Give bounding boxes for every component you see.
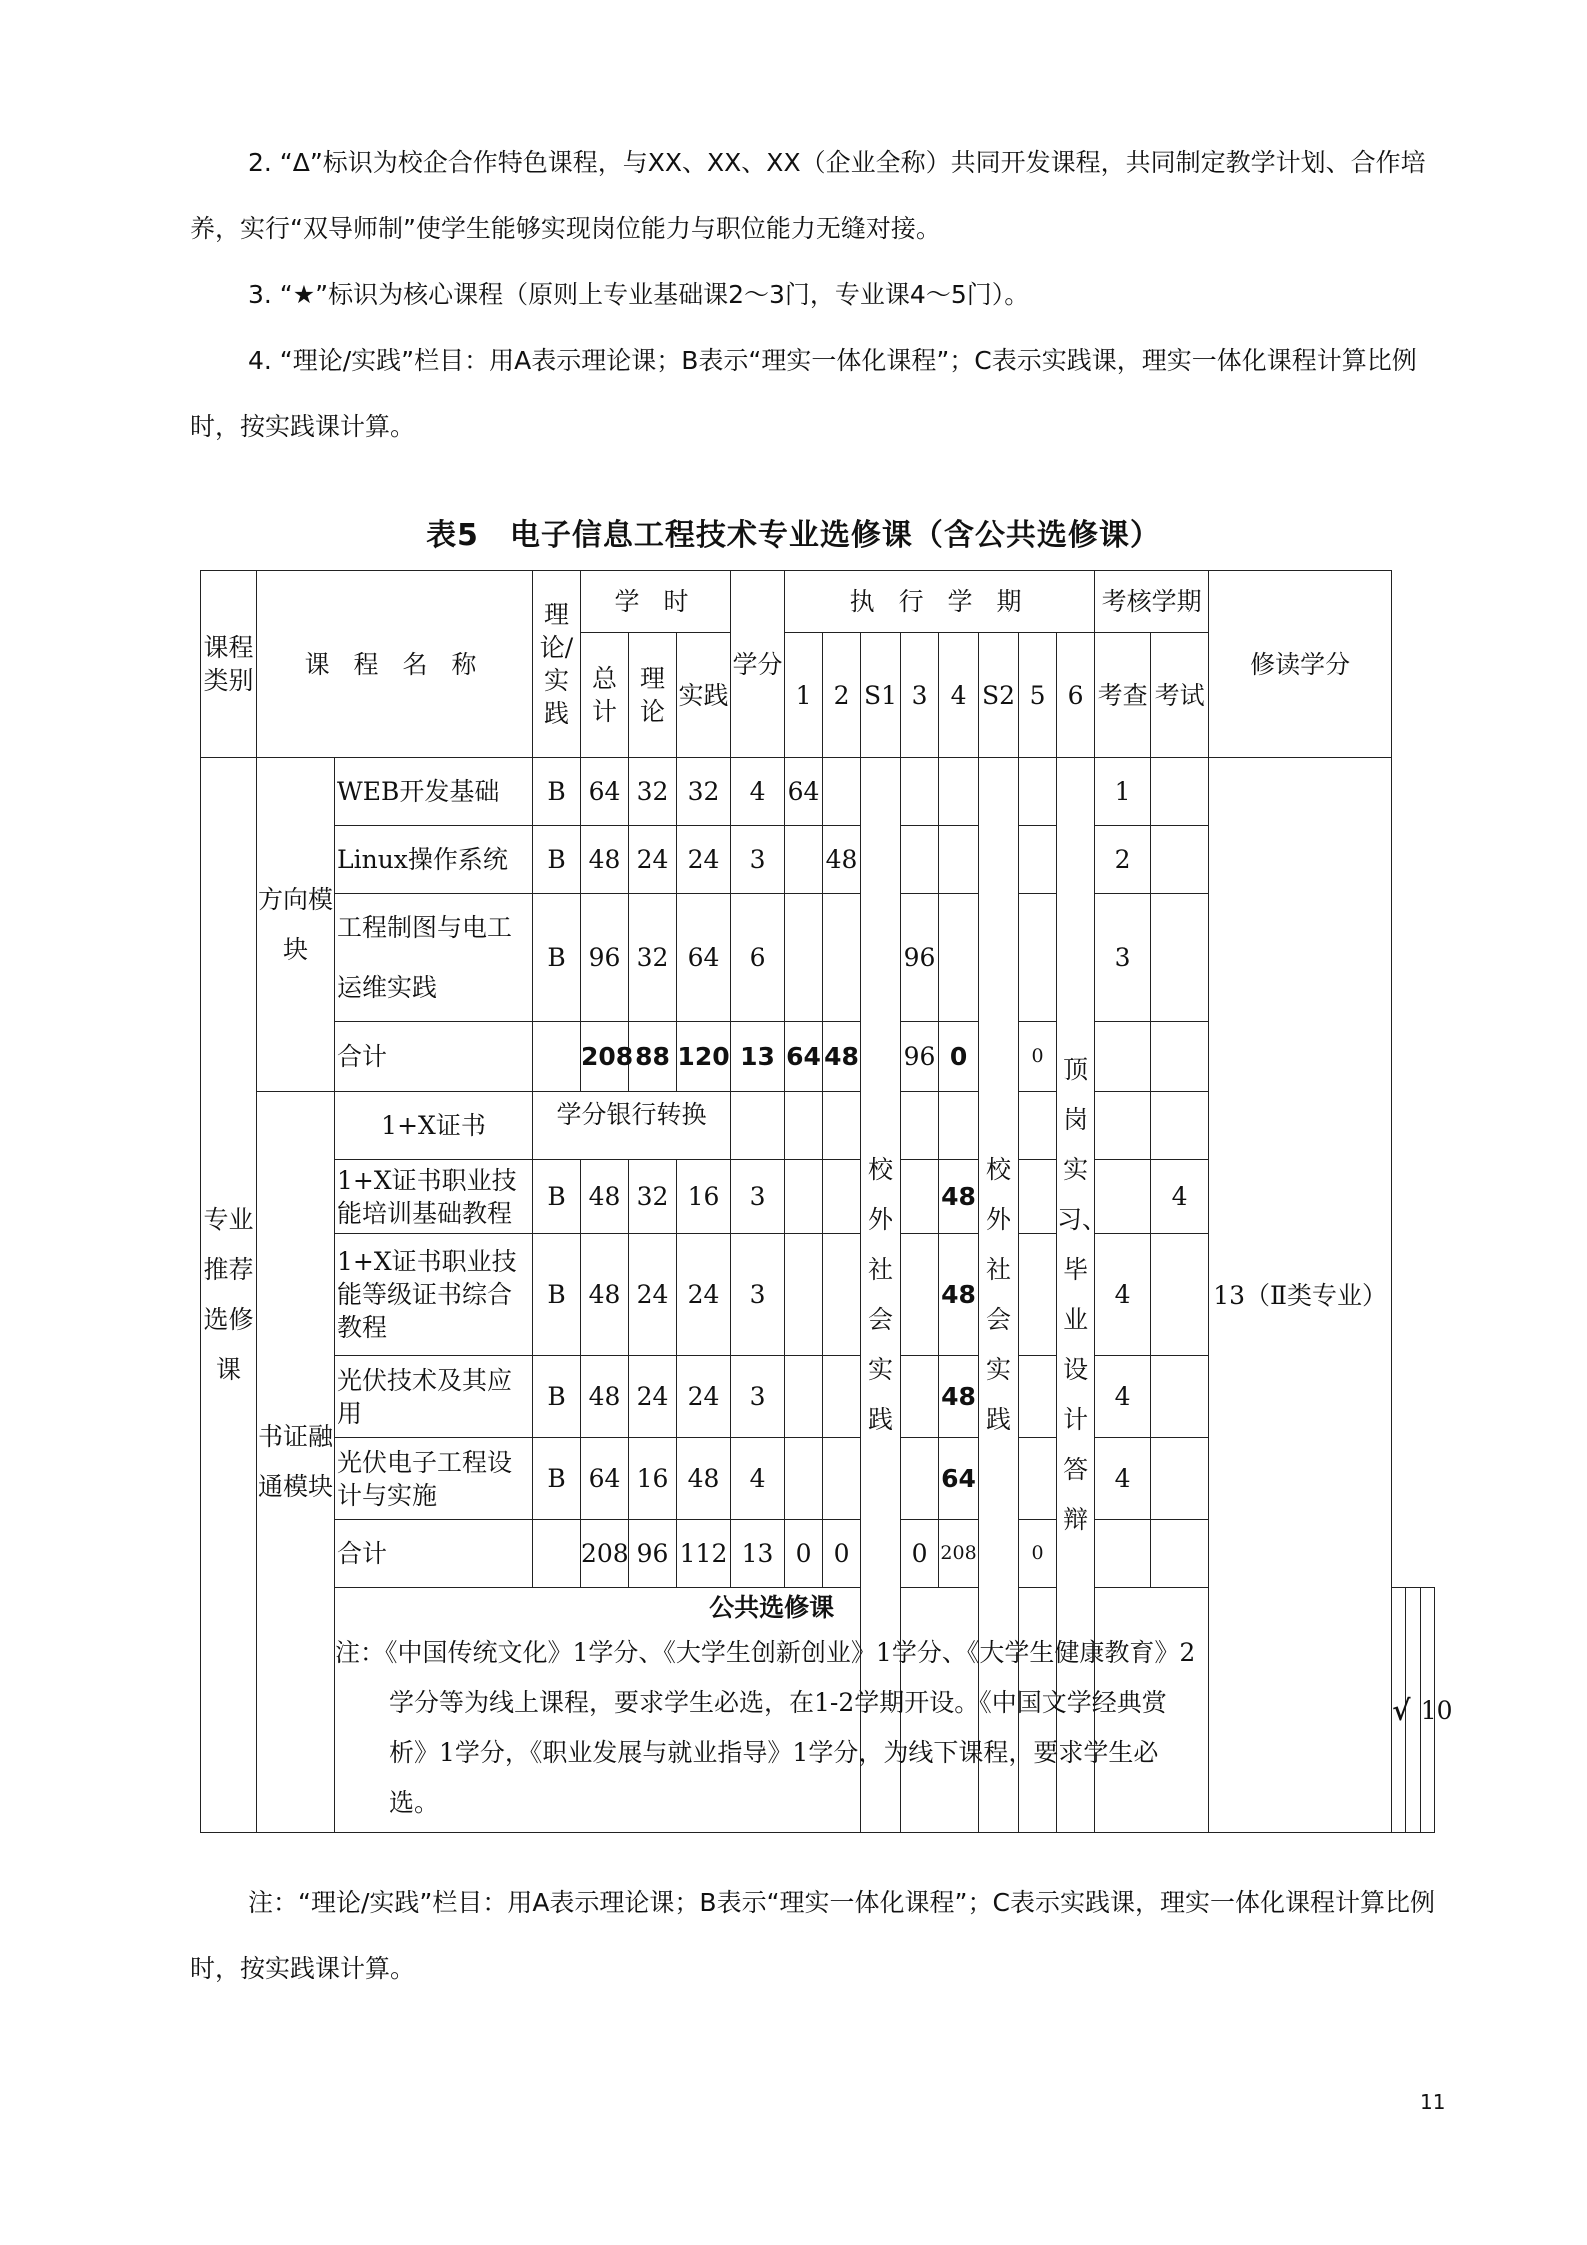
header-sem-4: 4 [939,633,979,758]
page-number: 11 [1420,2090,1446,2114]
check-semester: 4 [1095,1234,1151,1356]
outside-practice-s2: 校外社会实践 [979,758,1019,1833]
credit: 3 [731,1234,785,1356]
subtotal-sem-1: 0 [785,1520,823,1588]
check-semester: 4 [1095,1438,1151,1520]
sem-1-hours [785,1234,823,1356]
header-sem-s2: S2 [979,633,1019,758]
hours-total: 48 [581,1356,629,1438]
note-paragraph-4: 4. “理论/实践”栏目：用A表示理论课；B表示“理实一体化课程”；C表示实践课，理实一体化课程计算比例时，按实践课计算。 [190,346,1417,441]
sem-4-hours: 48 [939,1234,979,1356]
internship-cell: 顶岗实习、毕业设计答辩 [1057,758,1095,1833]
public-check-mark: √ [1392,1588,1406,1833]
subtotal-sem-1: 64 [785,1022,823,1092]
sem-5-hours [1019,758,1057,826]
sem-4-hours: 48 [939,1160,979,1234]
exam-semester [1151,894,1209,1022]
exam-semester [1151,1092,1209,1160]
check-semester [1095,1520,1151,1588]
header-assess: 考核学期 [1095,571,1209,633]
hours-theory: 32 [629,894,677,1022]
subtotal-hours-practice: 120 [677,1022,731,1092]
sem-2-hours [823,1234,861,1356]
sem-5-hours [1019,894,1057,1022]
course-type: B [533,1438,581,1520]
check-semester: 3 [1095,894,1151,1022]
sem-4-hours: 64 [939,1438,979,1520]
subtotal-sem-4: 208 [939,1520,979,1588]
note-paragraph-3: 3. “★”标识为核心课程（原则上专业基础课2～3门，专业课4～5门）。 [248,280,1030,309]
course-type [533,1022,581,1092]
hours-theory: 24 [629,1234,677,1356]
table-title: 表5 电子信息工程技术专业选修课（含公共选修课） [426,518,1161,553]
sem-2-hours: 48 [823,826,861,894]
sem-1-hours [785,1438,823,1520]
hours-total: 48 [581,1160,629,1234]
credit: 6 [731,894,785,1022]
elective-course-table [200,570,1453,1833]
subtotal-label: 合计 [335,1022,533,1092]
subtotal-hours-total: 208 [581,1022,629,1092]
subtotal-sem-5: 0 [1019,1022,1057,1092]
exam-semester: 4 [1151,1160,1209,1234]
header-hours: 学 时 [581,571,731,633]
sem-5-hours [1019,1438,1057,1520]
sem-3-hours: 96 [901,894,939,1022]
sem-5-hours [1019,1092,1057,1160]
hours-theory: 32 [629,1160,677,1234]
exam-semester [1151,1438,1209,1520]
course-name: WEB开发基础 [335,758,533,826]
sem-4-hours [939,758,979,826]
header-credit: 学分 [731,571,785,758]
credit-bank-transfer: 学分银行转换 [533,1092,731,1160]
course-type: B [533,1160,581,1234]
course-type: B [533,1356,581,1438]
sem-1-hours [785,1160,823,1234]
sem-2-hours [823,1092,861,1160]
sem-2-hours [823,894,861,1022]
subtotal-hours-theory: 88 [629,1022,677,1092]
check-semester [1095,1092,1151,1160]
course-name: 1+X证书职业技能培训基础教程 [335,1160,533,1234]
sem-2-hours [823,1356,861,1438]
hours-practice: 32 [677,758,731,826]
hours-total: 96 [581,894,629,1022]
header-practice: 实践 [677,633,731,758]
check-semester: 4 [1095,1356,1151,1438]
subtotal-sem-3: 0 [901,1520,939,1588]
course-name: 工程制图与电工运维实践 [335,894,533,1022]
sem-4-hours: 48 [939,1356,979,1438]
sem-3-hours [901,1160,939,1234]
sem-1-hours [785,1356,823,1438]
course-name: 光伏技术及其应用 [335,1356,533,1438]
course-name: 1+X证书职业技能等级证书综合教程 [335,1234,533,1356]
sem-4-hours [939,1092,979,1160]
course-type [533,1520,581,1588]
module-direction: 方向模块 [257,758,335,1092]
subtotal-sem-2: 48 [823,1022,861,1092]
sem-3-hours [901,1438,939,1520]
header-theory-practice: 理论/实践 [533,571,581,758]
course-type: B [533,758,581,826]
header-course-name: 课 程 名 称 [257,571,533,758]
subtotal-sem-4: 0 [939,1022,979,1092]
category-cell: 专业推荐选修课 [201,758,257,1833]
credit [731,1092,785,1160]
sem-1-hours: 64 [785,758,823,826]
header-sem-3: 3 [901,633,939,758]
header-theory: 理论 [629,633,677,758]
hours-theory: 24 [629,1356,677,1438]
sem-3-hours [901,1356,939,1438]
sem-2-hours [823,1438,861,1520]
sem-1-hours [785,1092,823,1160]
header-sem-2: 2 [823,633,861,758]
credit: 4 [731,1438,785,1520]
sem-2-hours [823,1160,861,1234]
hours-theory: 16 [629,1438,677,1520]
hours-practice: 24 [677,1356,731,1438]
subtotal-hours-practice: 112 [677,1520,731,1588]
subtotal-hours-theory: 96 [629,1520,677,1588]
header-semester: 执 行 学 期 [785,571,1095,633]
hours-total: 64 [581,1438,629,1520]
check-semester: 2 [1095,826,1151,894]
course-type: B [533,894,581,1022]
credit: 3 [731,1356,785,1438]
check-semester: 1 [1095,758,1151,826]
header-required-credit: 修读学分 [1209,571,1392,758]
credit: 3 [731,826,785,894]
subtotal-sem-3: 96 [901,1022,939,1092]
sem-3-hours [901,1234,939,1356]
credit: 3 [731,1160,785,1234]
sem-2-hours [823,758,861,826]
subtotal-hours-total: 208 [581,1520,629,1588]
course-type: B [533,826,581,894]
exam-semester [1151,1022,1209,1092]
header-sem-6: 6 [1057,633,1095,758]
header-sem-5: 5 [1019,633,1057,758]
exam-semester [1151,1234,1209,1356]
course-type: B [533,1234,581,1356]
sem-5-hours [1019,1356,1057,1438]
sem-1-hours [785,826,823,894]
sem-3-hours [901,826,939,894]
outside-practice-s1: 校外社会实践 [861,758,901,1833]
exam-semester [1151,1356,1209,1438]
sem-5-hours [1019,1160,1057,1234]
course-name: 1+X证书 [335,1092,533,1160]
header-exam: 考试 [1151,633,1209,758]
sem-4-hours [939,826,979,894]
header-sem-1: 1 [785,633,823,758]
hours-practice: 24 [677,826,731,894]
exam-semester [1151,1520,1209,1588]
header-category: 课程类别 [201,571,257,758]
sem-4-hours [939,894,979,1022]
credit: 4 [731,758,785,826]
public-credit: 10 [1420,1588,1434,1833]
subtotal-label: 合计 [335,1520,533,1588]
subtotal-sem-5: 0 [1019,1520,1057,1588]
exam-semester [1151,826,1209,894]
header-total: 总计 [581,633,629,758]
note-paragraph-2: 2. “Δ”标识为校企合作特色课程，与XX、XX、XX（企业全称）共同开发课程，共同制定教学计划、合作培养，实行“双导师制”使学生能够实现岗位能力与职位能力无缝对接。 [190,148,1426,243]
sem-3-hours [901,758,939,826]
course-name: Linux操作系统 [335,826,533,894]
sem-5-hours [1019,826,1057,894]
hours-practice: 16 [677,1160,731,1234]
subtotal-credit: 13 [731,1022,785,1092]
header-check: 考查 [1095,633,1151,758]
sem-5-hours [1019,1234,1057,1356]
sem-3-hours [901,1092,939,1160]
hours-practice: 64 [677,894,731,1022]
hours-practice: 48 [677,1438,731,1520]
public-elective-cell [335,1588,1209,1833]
public-elective-note: 注：《中国传统文化》1学分、《大学生创新创业》1学分、《大学生健康教育》2学分等为线上课程，要求学生必选，在1-2学期开设。《中国文学经典赏析》1学分，《职业发展与就业指导》1学分，为线下课程，要求学生必选。 [335,1638,1196,1817]
subtotal-credit: 13 [731,1520,785,1588]
check-semester [1095,1022,1151,1092]
table-footnote: 注：“理论/实践”栏目：用A表示理论课；B表示“理实一体化课程”；C表示实践课，理实一体化课程计算比例时，按实践课计算。 [190,1888,1435,1983]
header-sem-s1: S1 [861,633,901,758]
required-credit-value: 13（Ⅱ类专业） [1209,758,1392,1833]
public-elective-note-wrap [335,1628,1208,1832]
hours-theory: 32 [629,758,677,826]
hours-total: 64 [581,758,629,826]
hours-total: 48 [581,1234,629,1356]
sem-1-hours [785,894,823,1022]
hours-theory: 24 [629,826,677,894]
hours-total: 48 [581,826,629,894]
public-elective-title: 公共选修课 [709,1593,835,1622]
hours-practice: 24 [677,1234,731,1356]
course-name: 光伏电子工程设计与实施 [335,1438,533,1520]
exam-semester [1151,758,1209,826]
subtotal-sem-2: 0 [823,1520,861,1588]
module-cert: 书证融通模块 [257,1092,335,1833]
